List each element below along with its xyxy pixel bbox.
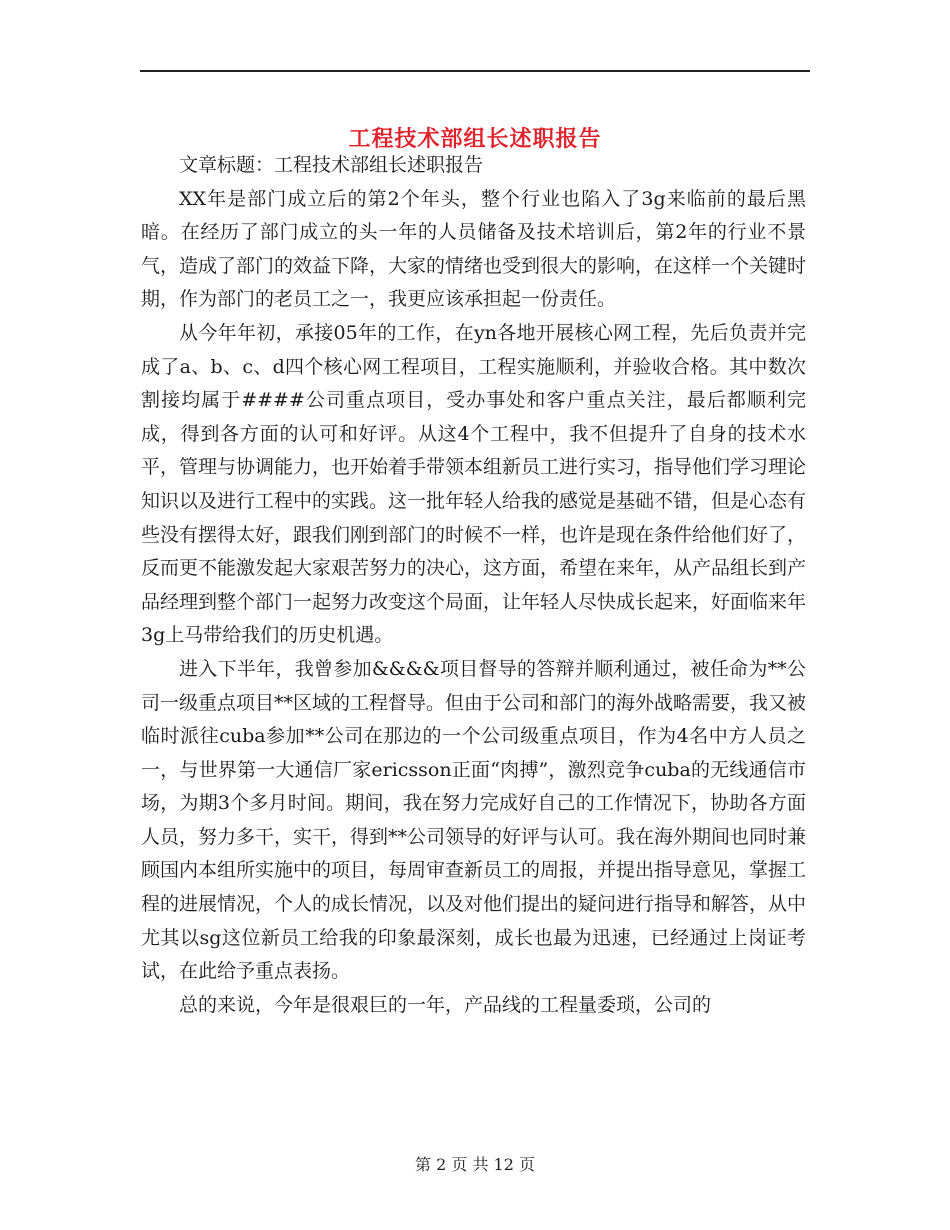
document-body <box>141 149 806 1022</box>
header-rule <box>140 70 810 72</box>
document-title: 工程技术部组长述职报告 <box>348 125 602 152</box>
paragraph-2: 从今年年初，承接05年的工作，在yn各地开展核心网工程，先后负责并完成了a、b、c、d四个核心网工程项目，工程实施顺利，并验收合格。其中数次割接均属于####公司重点项目，受办事处和客户重点关注，最后都顺利完成，得到各方面的认可和好评。从这4个工程中，我不但提升了自身的技术水平，管理与协调能力，也开始着手带领本组新员工进行实习，指导他们学习理论知识以及进行工程中的实践。这一批年轻人给我的感觉是基础不错，但是心态有些没有摆得太好，跟我们刚到部门的时候不一样，也许是现在条件给他们好了，反而更不能激发起大家艰苦努力的决心，这方面，希望在来年，从产品组长到产品经理到整个部门一起努力改变这个局面，让年轻人尽快成长起来，好面临来年3g上马带给我们的历史机遇。 <box>141 321 807 647</box>
paragraph-1: XX年是部门成立后的第2个年头，整个行业也陷入了3g来临前的最后黑暗。在经历了部门成立的头一年的人员储备及技术培训后，第2年的行业不景气，造成了部门的效益下降，大家的情绪也受到很大的影响，在这样一个关键时期，作为部门的老员工之一，我更应该承担起一份责任。 <box>141 187 807 311</box>
paragraph-3: 进入下半年，我曾参加&&&&项目督导的答辩并顺利通过，被任命为**公司一级重点项目**区域的工程督导。但由于公司和部门的海外战略需要，我又被临时派往cuba参加**公司在那边的一个公司级重点项目，作为4名中方人员之一，与世界第一大通信厂家ericsson正面“肉搏”，激烈竞争cuba的无线通信市场，为期3个多月时间。期间，我在努力完成好自己的工作情况下，协助各方面人员，努力多干，实干，得到**公司领导的好评与认可。我在海外期间也同时兼顾国内本组所实施中的项目，每周审查新员工的周报，并提出指导意见，掌握工程的进展情况，个人的成长情况，以及对他们提出的疑问进行指导和解答，从中尤其以sg这位新员工给我的印象最深刻，成长也最为迅速，已经通过上岗证考试，在此给予重点表扬。 <box>141 657 807 983</box>
article-title-line: 文章标题：工程技术部组长述职报告 <box>179 154 484 176</box>
paragraph-4: 总的来说，今年是很艰巨的一年，产品线的工程量委琐，公司的 <box>179 993 712 1016</box>
page-number: 第 2 页 共 12 页 <box>415 1155 535 1174</box>
